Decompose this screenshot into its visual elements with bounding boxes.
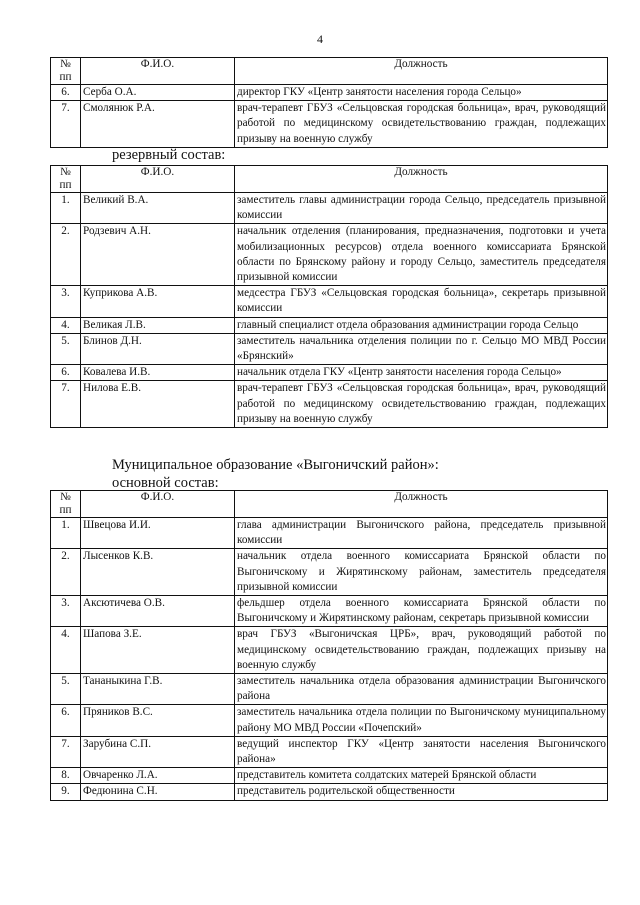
header-num: № пп [51, 491, 81, 518]
row-position: заместитель начальника отдела образования администрации Выгоничского района [235, 674, 608, 705]
row-position: фельдшер отдела военного комиссариата Брянской области по Выгоничскому и Жирятинскому районам, секретарь призывной комиссии [235, 596, 608, 627]
row-position: врач-терапевт ГБУЗ «Сельцовская городская больница», врач, руководящий работой по медицинскому освидетельствованию граждан, подлежащих призыву на военную службу [235, 101, 608, 148]
table-row [51, 224, 608, 286]
header-num: № пп [51, 58, 81, 85]
row-position: директор ГКУ «Центр занятости населения города Сельцо» [235, 85, 608, 101]
row-position: начальник отделения (планирования, предназначения, подготовки и учета мобилизационных ресурсов) отдела военного комиссариата Брянской области по Брянскому району и городу Сельцо, заместитель председателя призывной комиссии [235, 224, 608, 286]
row-name: Великая Л.В. [81, 317, 235, 333]
row-name: Тананыкина Г.В. [81, 674, 235, 705]
row-name: Федюнина С.Н. [81, 784, 235, 800]
row-name: Великий В.А. [81, 193, 235, 224]
row-num: 6. [51, 365, 81, 381]
row-name: Овчаренко Л.А. [81, 768, 235, 784]
row-num: 7. [51, 381, 81, 428]
row-position: заместитель начальника отделения полиции по г. Сельцо МО МВД России «Брянский» [235, 333, 608, 364]
table-row [51, 101, 608, 148]
row-num: 5. [51, 674, 81, 705]
table-reserve [50, 165, 608, 428]
header-position: Должность [235, 491, 608, 518]
row-num: 7. [51, 101, 81, 148]
table-header-row [51, 166, 608, 193]
header-name: Ф.И.О. [81, 58, 235, 85]
table-header-row [51, 58, 608, 85]
row-position: начальник отдела военного комиссариата Брянской области по Выгоничскому и Жирятинскому районам, заместитель председателя призывной комиссии [235, 549, 608, 596]
row-name: Зарубина С.П. [81, 736, 235, 767]
table-header-row [51, 491, 608, 518]
row-position: начальник отдела ГКУ «Центр занятости населения города Сельцо» [235, 365, 608, 381]
row-name: Родзевич А.Н. [81, 224, 235, 286]
header-name: Ф.И.О. [81, 491, 235, 518]
row-position: заместитель главы администрации города Сельцо, председатель призывной комиссии [235, 193, 608, 224]
row-num: 4. [51, 317, 81, 333]
row-num: 7. [51, 736, 81, 767]
row-num: 1. [51, 193, 81, 224]
row-num: 4. [51, 627, 81, 674]
table-row [51, 381, 608, 428]
header-num: № пп [51, 166, 81, 193]
page-number: 4 [317, 32, 323, 46]
table-row [51, 286, 608, 317]
table-main-continued [50, 57, 608, 148]
table-row [51, 705, 608, 736]
row-position: медсестра ГБУЗ «Сельцовская городская больница», секретарь призывной комиссии [235, 286, 608, 317]
row-position: главный специалист отдела образования администрации города Сельцо [235, 317, 608, 333]
row-position: глава администрации Выгоничского района, председатель призывной комиссии [235, 518, 608, 549]
table-row [51, 317, 608, 333]
row-name: Блинов Д.Н. [81, 333, 235, 364]
row-position: представитель комитета солдатских матерей Брянской области [235, 768, 608, 784]
table-row [51, 736, 608, 767]
row-name: Нилова Е.В. [81, 381, 235, 428]
row-name: Куприкова А.В. [81, 286, 235, 317]
table-row [51, 193, 608, 224]
row-num: 2. [51, 224, 81, 286]
row-num: 9. [51, 784, 81, 800]
table-row [51, 674, 608, 705]
table-row [51, 549, 608, 596]
row-num: 6. [51, 85, 81, 101]
table-row [51, 518, 608, 549]
row-position: врач ГБУЗ «Выгоничская ЦРБ», врач, руководящий работой по медицинскому освидетельствованию граждан, подлежащих призыву на военную службу [235, 627, 608, 674]
row-num: 3. [51, 286, 81, 317]
row-num: 1. [51, 518, 81, 549]
row-num: 6. [51, 705, 81, 736]
row-num: 5. [51, 333, 81, 364]
table-row [51, 768, 608, 784]
row-position: представитель родительской общественности [235, 784, 608, 800]
table-row [51, 85, 608, 101]
row-num: 3. [51, 596, 81, 627]
header-position: Должность [235, 166, 608, 193]
row-name: Ковалева И.В. [81, 365, 235, 381]
row-name: Швецова И.И. [81, 518, 235, 549]
row-position: заместитель начальника отдела полиции по Выгоничскому муниципальному району МО МВД России «Почепский» [235, 705, 608, 736]
reserve-section-title: резервный состав: [112, 147, 226, 163]
table-row [51, 784, 608, 800]
row-name: Аксютичева О.В. [81, 596, 235, 627]
table-row [51, 333, 608, 364]
table-row [51, 365, 608, 381]
main-section-title: основной состав: [112, 475, 219, 491]
row-num: 2. [51, 549, 81, 596]
row-name: Шапова З.Е. [81, 627, 235, 674]
header-name: Ф.И.О. [81, 166, 235, 193]
row-name: Лысенков К.В. [81, 549, 235, 596]
row-position: ведущий инспектор ГКУ «Центр занятости населения Выгоничского района» [235, 736, 608, 767]
row-name: Смолянюк Р.А. [81, 101, 235, 148]
row-name: Серба О.А. [81, 85, 235, 101]
table-row [51, 596, 608, 627]
table-main [50, 490, 608, 801]
municipality-title: Муниципальное образование «Выгоничский район»: [112, 457, 439, 473]
table-row [51, 627, 608, 674]
row-num: 8. [51, 768, 81, 784]
row-position: врач-терапевт ГБУЗ «Сельцовская городская больница», врач, руководящий работой по медицинскому освидетельствованию граждан, подлежащих призыву на военную службу [235, 381, 608, 428]
header-position: Должность [235, 58, 608, 85]
row-name: Пряников В.С. [81, 705, 235, 736]
